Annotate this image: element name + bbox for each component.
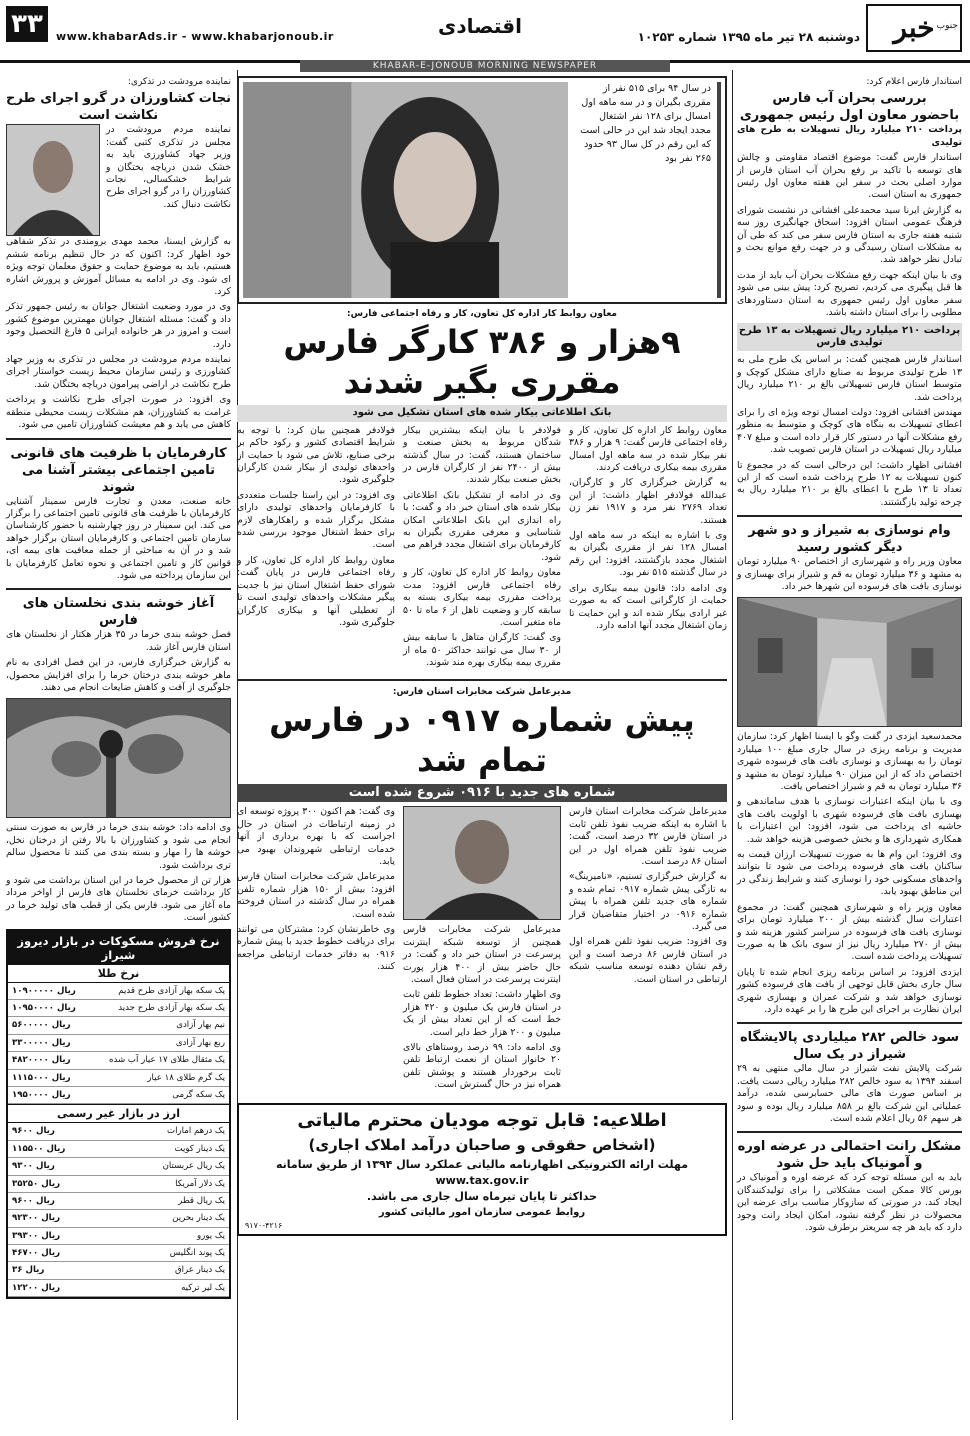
article-paragraph: وی ادامه داد: خوشه بندی خرما در فارس به صورت سنتی انجام می شود و کشاورزان با بالا رفتن از درختان نخل، خوشه ها را مهار و بسته بندی می کنند تا محصول سالم تری برداشت شود.: [6, 822, 231, 871]
article-paragraph: وی ادامه داد: قانون بیمه بیکاری برای حمایت از کارگرانی است که به صورت غیر ارادی بیکار شده اند و این حمایت تا زمان اشتغال مجدد آنها ادامه دارد.: [569, 582, 727, 631]
article-paragraph: مدیرعامل شرکت مخابرات فارس همچنین از توسعه شبکه اینترنت پرسرعت در استان خبر داد و گفت: در حال حاضر بیش از ۴۰۰ هزار پورت اینترنت پرسرعت در استان فعال است.: [403, 924, 562, 985]
websites[interactable]: www.khabarAds.ir - www.khabarjonoub.ir: [56, 30, 334, 43]
divider: [737, 515, 962, 517]
price-row: [8, 1245, 229, 1262]
article-headline: پیش شماره ۰۹۱۷ در فارس تمام شد: [269, 700, 695, 779]
article-title: نجات کشاورزان در گرو اجرای طرح نکاشت است: [6, 91, 231, 124]
gold-rows: [8, 983, 229, 1105]
article-title: آغاز خوشه بندی نخلستان های فارس: [22, 596, 215, 629]
article-paragraph: وی افزود: ضریب نفوذ تلفن همراه اول در استان فارس ۸۶ درصد است و این رقم نشان دهنده توسعه مناسب شبکه ارتباطی در استان است.: [569, 936, 728, 985]
article-paragraph: وی ادامه داد: ۹۹ درصد روستاهای بالای ۲۰ خانوار استان از نعمت ارتباط تلفن ثابت برخوردار هستند و پوشش تلفن همراه نیز در حال گسترش است.: [403, 1042, 562, 1091]
ad-subtitle: (اشخاص حقوقی و صاحبان درآمد املاک اجاری): [308, 1135, 656, 1154]
price-row: [8, 1228, 229, 1245]
price-row: [8, 1017, 229, 1034]
article-paragraph: نماینده مردم مرودشت در مجلس در تذکری کتبی گفت: وزیر جهاد کشاورزی باید به خشک شدن دریاچه بختگان و شرایط خشکسالی، نجات کشاورزان را در گرو اجرای طرح نکاشت دنبال کند.: [106, 124, 231, 210]
director-photo: [403, 806, 561, 920]
article-paragraph: مدیرعامل شرکت مخابرات استان فارس با اشاره به اینکه ضریب نفوذ تلفن ثابت در استان فارس ۳۲ درصد است، گفت: ضریب نفوذ تلفن همراه اول در این استان ۸۶ درصد است.: [569, 806, 727, 867]
price-row: [8, 1158, 229, 1175]
price-item-name: یک دلار آمریکا: [175, 1178, 225, 1189]
price-item-value: ۹۶۰۰ ریال: [12, 1195, 55, 1206]
masthead: [0, 0, 970, 63]
article-paragraph: وی خاطرنشان کرد: مشترکان می توانند برای دریافت خطوط جدید با پیش شماره ۰۹۱۶ به دفاتر خدمات ارتباطی مراجعه کنند.: [237, 924, 395, 973]
main-headline: ۹هزار و ۳۸۶ کارگر فارس مقرری بگیر شدند: [283, 323, 681, 402]
article-kicker: استاندار فارس اعلام کرد:: [866, 77, 962, 87]
price-item-value: ۱۲۲۰۰ ریال: [12, 1282, 61, 1293]
article-paragraph: معاون وزیر راه و شهرسازی همچنین گفت: در مجموع اعتبارات سال گذشته بیش از ۲۰۰ میلیارد تومان برای نوسازی بافت های فرسوده در سراسر کشور هزینه شد و بیش از ۲۷۰ میلیارد ریال نیز از سوی بانک ها به صورت تسهیلات پرداخت شده است.: [737, 901, 962, 963]
article-paragraph: وی اظهار داشت: تعداد خطوط تلفن ثابت در استان فارس یک میلیون و ۴۲۰ هزار خط است که از این تعداد بیش از یک میلیون و ۲۰۰ هزار خط دایر است.: [403, 989, 561, 1038]
price-item-value: ۱۰۹۵۰۰۰۰ ریال: [12, 1003, 76, 1014]
price-item-value: ۴۸۲۰۰۰۰ ریال: [12, 1055, 71, 1066]
alley-photo: [737, 597, 962, 727]
divider: [237, 679, 727, 681]
article-paragraph: وی در ادامه از تشکیل بانک اطلاعاتی بیکار شده های استان خبر داد و گفت: با راه اندازی این بانک اطلاعاتی امکان شناسایی و معرفی مقرری بگیران به کارفرمایان برای اشتغال مجدد فراهم می شود.: [403, 489, 561, 563]
price-item-name: یک دینار بحرین: [172, 1213, 225, 1224]
ad-code: ۹۱۷۰-۴۲۱۶: [245, 1220, 283, 1230]
article-paragraph: افشانی اظهار داشت: این درحالی است که در مجموع تا کنون تسهیلات به ۱۲ طرح پرداخت شده است که از این تعداد تا ۱۳ طرح با اعطای بالغ بر ۲۱۰ میلیارد ریال به چرخه تولید بازگشتند.: [737, 459, 963, 508]
photo-caption: در سال ۹۴ برای ۵۱۵ نفر از مقرری بگیران و در سه ماهه اول امسال برای ۱۲۸ نفر اشتغال مجدد ایجاد شد این در حالی است که این رقم در کل سال ۹۳ حدود ۲۶۵ نفر بود: [576, 82, 721, 298]
section-title: اقتصادی: [438, 14, 522, 38]
article-paragraph: معاون روابط کار اداره کل تعاون، کار و رفاه اجتماعی فارس افزود: مدت پرداخت مقرری بیمه بیکاری بسته به سابقه کار و وضعیت تاهل از ۶ ماه تا ۵۰ ماه متغیر است.: [403, 567, 561, 628]
left-column: [6, 76, 231, 1299]
article-kicker: نماینده مرودشت در تذکری:: [127, 77, 231, 87]
article-paragraph: وی افزود: این وام ها به صورت تسهیلات ارزان قیمت به ساکنان بافت های فرسوده پرداخت می شود تا بتوانند واحدهای مسکونی خود را نوسازی کنند و شرایط زندگی در این مناطق بهبود یابد.: [737, 849, 962, 898]
price-item-name: یک گرم طلای ۱۸ عیار: [147, 1072, 225, 1083]
article-subheadline: شماره های جدید با ۰۹۱۶ شروع شده است: [237, 784, 727, 802]
logo-tag: جنوب: [936, 21, 958, 31]
price-item-value: ۱۱۵۵۰۰ ریال: [12, 1143, 66, 1154]
price-item-name: یک مثقال طلای ۱۷ عیار آب شده: [108, 1055, 225, 1066]
main-subheadline: بانک اطلاعاتی بیکار شده های استان تشکیل می شود: [237, 405, 727, 421]
price-item-name: نیم بهار آزادی: [176, 1020, 225, 1031]
article-paragraph: وی گفت: کارگران متاهل با سابقه بیش از ۳۰ سال می توانند حداکثر ۵۰ ماه از مقرری بیمه بیکاری بهره مند شوند.: [403, 632, 562, 669]
price-item-name: یک درهم امارات: [166, 1126, 225, 1137]
price-item-name: یک دینار کویت: [174, 1143, 225, 1154]
article-paragraph: معاون روابط کار اداره کل تعاون، کار و رفاه اجتماعی فارس گفت: ۹ هزار و ۳۸۶ نفر بیکار شده در سه ماهه اول امسال مقرری بیمه بیکاری دریافت کردند.: [569, 424, 727, 474]
article-paragraph: به گزارش خبرگزاری فارس، در این فصل افرادی به نام ماهر خوشه بندی درختان خرما را برای افزایش محصول، جلوگیری از آفت و کاهش ضایعات انجام می دهند.: [6, 657, 231, 693]
article-paragraph: معاون روابط کار اداره کل تعاون، کار و رفاه اجتماعی فارس در پایان گفت: شورای حفظ اشتغال استان نیز با جدیت پیگیر مشکلات واحدهای تولیدی است تا از تعطیلی آنها و بیکاری کارگران جلوگیری شود.: [237, 554, 395, 628]
article-paragraph: وی با اشاره به اینکه در سه ماهه اول امسال ۱۲۸ نفر از مقرری بگیران به اشتغال مجدد بازگشتند، افزود: این رقم در سال گذشته ۵۱۵ نفر بود.: [569, 530, 727, 579]
article-paragraph: وی با بیان اینکه جهت رفع مشکلات بحران آب باید از مدت ها قبل پیگیری می کردیم، تصریح کرد: پیش بینی می شود سفر معاون اول رئیس جمهوری به استان دستاوردهای مطلوبی را برای استان داشته باشد.: [737, 269, 962, 319]
price-item-name: یک سکه بهار آزادی طرح جدید: [118, 1003, 225, 1014]
article-paragraph: به گزارش خبرگزاری تسنیم، «نامیرینگ» به تازگی پیش شماره ۰۹۱۷ تمام شده و شماره های جدید تلفن همراه با پیش شماره ۰۹۱۶ در اختیار متقاضیان قرار می گیرد.: [569, 871, 727, 932]
article-paragraph: خانه صنعت، معدن و تجارت فارس سمینار آشنایی کارفرمایان با ظرفیت های قانونی تامین اجتماعی را برگزار می کند. این سمینار در روز چهارشنبه با حضور کارشناسان سازمان تامین اجتماعی و کارفرمایان استان برگزار خواهد شد و در آن به مباحثی از جمله معافیت های بیمه ای، قوانین کار و تامین اجتماعی و نحوه تعامل کارفرمایان با این سازمان پرداخته می شود.: [6, 495, 231, 581]
article-title: وام نوسازی به شیراز و دو شهر دیگر کشور رسید: [748, 523, 951, 556]
price-table: [6, 929, 231, 1300]
lawmaker-block: [6, 124, 231, 236]
article-paragraph: وی گفت: هم اکنون ۳۰۰ پروژه توسعه ای در زمینه ارتباطات در استان در حال اجراست که با بهره برداری از آنها خدمات ارتباطی شهروندان بهبود می یابد.: [237, 806, 395, 867]
divider: [737, 1131, 962, 1133]
price-item-name: یک دینار عراق: [174, 1265, 225, 1276]
article-subhead: پرداخت ۲۱۰ میلیارد ریال تسهیلات به ۱۳ طرح تولیدی فارس: [737, 323, 962, 352]
article-title: سود خالص ۲۸۲ میلیاردی پالایشگاه شیراز در یک سال: [740, 1030, 959, 1063]
price-item-name: ربع بهار آزادی: [175, 1037, 225, 1048]
price-item-value: ۵۶۰۰۰۰۰ ریال: [12, 1020, 71, 1031]
newspaper-logo: [866, 4, 962, 52]
palm-photo: [6, 698, 231, 818]
price-item-value: ۴۶۷۰۰ ریال: [12, 1248, 61, 1259]
price-row: [8, 1176, 229, 1193]
ad-deadline-end: حداکثر تا پایان تیرماه سال جاری می باشد.: [366, 1189, 598, 1203]
ad-signature: روابط عمومی سازمان امور مالیاتی کشور: [378, 1206, 586, 1218]
article-paragraph: به گزارش ایسنا، محمد مهدی برومندی در تذکر شفاهی خود اظهار کرد: اکنون که در حال تنظیم برنامه ششم هستیم، باید به موضوع حمایت و حقوق معلمان توجه ویژه ای شود. وی در ادامه به مسائل آموزش و پرورش اشاره کرد.: [6, 236, 231, 298]
price-item-value: ۱۹۵۰۰۰۰ ریال: [12, 1089, 71, 1100]
fx-rows: [8, 1123, 229, 1297]
official-photo: [243, 82, 568, 298]
price-row: [8, 983, 229, 1000]
price-item-name: یک سکه گرمی: [172, 1089, 225, 1100]
main-article-body: [237, 425, 727, 673]
right-column: [737, 76, 962, 1237]
article-paragraph: استاندار فارس همچنین گفت: بر اساس یک طرح ملی به ۱۳ طرح تولیدی مربوط به صنایع دارای مشکل کوچک و متوسط استان فارس تسهیلاتی بالغ بر ۲۱۰ میلیارد ریال پرداخت شد.: [737, 354, 962, 403]
divider: [6, 588, 231, 590]
article-paragraph: وی در مورد وضعیت اشتغال جوانان به رئیس جمهور تذکر داد و گفت: مسئله اشتغال جوانان مهمترین موضوع کشور است و امروز در هر خانواده ایرانی ۵ فارغ التحصیل وجود دارد.: [6, 301, 232, 350]
article-paragraph: فولادفر همچنین بیان کرد: با توجه به شرایط اقتصادی کشور و رکود حاکم بر برخی صنایع، تلاش می شود با حمایت از واحدهای تولیدی از بیکار شدن کارگران جلوگیری شود.: [237, 424, 395, 486]
article-title: باحضور معاون اول رئیس جمهوری: [739, 108, 960, 124]
article-paragraph: محمدسعید ایزدی در گفت وگو با ایسنا اظهار کرد: سازمان مدیریت و برنامه ریزی در سال جاری مبلغ ۱۰۰ میلیارد تومان را به بهسازی و نوسازی بافت های فرسوده شهری اختصاص داد که از این میزان ۹۰ میلیارد تومان به مشهد و ۳۶ میلیارد تومان به قم و شیراز اختصاص یافت.: [737, 731, 963, 793]
article-lead: پرداخت ۲۱۰ میلیارد ریال تسهیلات به طرح های تولیدی: [737, 124, 962, 148]
article-paragraph: هزار تن از محصول خرما در این استان برداشت می شود و کار برداشت خرمای نخلستان های فارس از اواخر مرداد ماه آغاز می شود. فارس یکی از قطب های تولید خرما در کشور است.: [6, 875, 231, 924]
logo-text: خبر: [893, 11, 935, 44]
price-item-value: ۳۵۲۵۰ ریال: [12, 1178, 61, 1189]
price-row: [8, 1193, 229, 1210]
article-paragraph: فولادفر با بیان اینکه بیشترین بیکار شدگان مربوط به بخش صنعت و ساختمان هستند، گفت: در سال گذشته بیش از ۲۴۰۰ نفر از کارگران فارس در بخش صنعت بیکار شدند.: [403, 424, 561, 486]
price-row: [8, 1070, 229, 1087]
fx-section-title: ارز در بازار غیر رسمی: [8, 1104, 229, 1123]
price-item-value: ۳۶ ریال: [12, 1265, 45, 1276]
price-item-value: ۳۳۰۰۰۰۰ ریال: [12, 1037, 71, 1048]
price-item-name: یک یورو: [197, 1230, 225, 1241]
article-paragraph: معاون وزیر راه و شهرسازی از اختصاص ۹۰ میلیارد تومان به مشهد و ۳۶ میلیارد تومان به قم و شیراز برای بهسازی و نوسازی بافت های فرسوده این شهرها خبر داد.: [737, 556, 962, 592]
article-paragraph: به گزارش خبرگزاری کار و کارگران، عبدالله فولادفر اظهار داشت: از این تعداد ۲۷۶۹ نفر مرد و ۱۹۱۷ نفر زن هستند.: [569, 477, 727, 526]
article-title: مشکل رانت احتمالی در عرضه اوره و آمونیاک باید حل شود: [737, 1139, 962, 1172]
lawmaker-photo: [6, 124, 100, 236]
price-row: [8, 1262, 229, 1279]
article-kicker: مدیرعامل شرکت مخابرات استان فارس:: [392, 686, 572, 697]
price-item-name: یک سکه بهار آزادی طرح قدیم: [118, 985, 225, 996]
ad-headline: اطلاعیه: قابل توجه مودیان محترم مالیاتی: [297, 1109, 667, 1131]
price-row: [8, 1000, 229, 1017]
article-paragraph: استاندار فارس گفت: موضوع اقتصاد مقاومتی و چالش های توسعه با تاکید بر رفع بحران آب استان فارس از موارد اصلی بحث در سفر این هفته معاون اول رئیس جمهوری به استان است.: [737, 152, 962, 201]
article-paragraph: شرکت پالایش نفت شیراز در سال مالی منتهی به ۲۹ اسفند ۱۳۹۴ به سود خالص ۲۸۲ میلیارد ریالی دست یافت. بر اساس صورت های مالی حسابرسی شده، درآمد عملیاتی این شرکت بالغ بر ۸۵۸ میلیارد ریال بوده و سود هر سهم ۵۶ ریال اعلام شده است.: [737, 1063, 962, 1124]
article-paragraph: فصل خوشه بندی خرما در ۳۵ هزار هکتار از نخلستان های استان فارس آغاز شد.: [6, 629, 232, 653]
price-row: [8, 1280, 229, 1297]
price-item-name: یک ریال قطر: [178, 1195, 225, 1206]
price-row: [8, 1087, 229, 1104]
price-row: [8, 1035, 229, 1052]
article-paragraph: مدیرعامل شرکت مخابرات استان فارس افزود: بیش از ۱۵۰ هزار شماره تلفن همراه در سال گذشته در استان فروخته شده است.: [237, 871, 395, 920]
issue-line: دوشنبه ۲۸ تیر ماه ۱۳۹۵ شماره ۱۰۲۵۳: [637, 30, 860, 44]
price-item-value: ۹۶۰۰ ریال: [12, 1126, 55, 1137]
price-row: [8, 1052, 229, 1069]
page-number: ۳۳: [6, 6, 48, 42]
article-paragraph: باید به این مسئله توجه کرد که عرضه اوره و آمونیاک در بورس کالا ممکن است مشکلاتی را برای تولیدکنندگان ایجاد کند. در صورتی که سازوکار مناسب برای عرضه این محصولات در نظر گرفته نشود، امکان ایجاد رانت وجود دارد که باید هر چه سریعتر برطرف شود.: [737, 1172, 962, 1233]
price-item-name: یک پوند انگلیس: [169, 1248, 225, 1259]
article-paragraph: به گزارش ایرنا سید محمدعلی افشانی در نشست شورای فرهنگ عمومی استان افزود: اسحاق جهانگیری روز سه شنبه هفته جاری به استان فارس سفر می کند که طی آن به مشکلات استان رسیدگی و در جهت رفع موانع بحث و تبادل نظر خواهد شد.: [737, 204, 962, 266]
price-item-value: ۱۱۱۵۰۰۰ ریال: [12, 1072, 71, 1083]
middle-column: [237, 76, 727, 1236]
price-row: [8, 1123, 229, 1140]
telecom-article-body: [237, 806, 727, 1094]
price-item-name: یک لیر ترکیه: [181, 1282, 225, 1293]
price-table-title: نرخ فروش مسکوکات در بازار دیروز شیراز: [8, 931, 229, 965]
price-item-name: یک ریال عربستان: [162, 1161, 225, 1172]
english-name: KHABAR-E-JONOUB MORNING NEWSPAPER: [300, 60, 670, 72]
divider: [6, 438, 231, 440]
gold-section-title: نرخ طلا: [8, 965, 229, 983]
price-item-value: ۳۹۳۰۰ ریال: [12, 1230, 61, 1241]
ad-deadline: مهلت ارائه الکترونیکی اظهارنامه مالیاتی عملکرد سال ۱۳۹۴ از طریق سامانه www.tax.gov.ir: [276, 1157, 688, 1187]
price-item-value: ۹۳۰۰ ریال: [12, 1161, 55, 1172]
article-paragraph: وی افزود: در صورت اجرای طرح نکاشت و پرداخت غرامت به کشاورزان، هم مشکلات زیست محیطی منطقه کاهش می یابد و هم معیشت کشاورزان تامین می شود.: [6, 394, 231, 431]
feature-box: [237, 76, 727, 304]
tax-advertisement: [237, 1103, 727, 1236]
divider: [737, 1022, 962, 1024]
article-paragraph: نماینده مردم مرودشت در مجلس در تذکری به وزیر جهاد کشاورزی و رئیس سازمان محیط زیست خواستار اجرای طرح نکاشت در اراضی پیرامون دریاچه بختگان شد.: [6, 354, 231, 390]
article-title: بررسی بحران آب فارس: [772, 91, 927, 107]
article-title: کارفرمایان با ظرفیت های قانونی تامین اجتماعی بیشتر آشنا می شوند: [10, 445, 227, 495]
article-paragraph: وی افزود: در این راستا جلسات متعددی با کارفرمایان واحدهای تولیدی دارای مشکل برگزار شده و راهکارهای لازم برای حفظ اشتغال موجود بررسی شده است.: [237, 489, 395, 551]
article-kicker: معاون روابط کار اداره کل تعاون، کار و رفاه اجتماعی فارس:: [347, 309, 617, 319]
price-row: [8, 1141, 229, 1158]
price-item-value: ۹۲۳۰۰ ریال: [12, 1213, 61, 1224]
article-paragraph: ایزدی افزود: بر اساس برنامه ریزی انجام شده تا پایان سال جاری بخش قابل توجهی از بافت های فرسوده کشور نوسازی خواهد شد و شرکت عمران و بهسازی شهری ایران نظارت بر اجرای این طرح ها را بر عهده دارد.: [737, 966, 962, 1015]
price-row: [8, 1210, 229, 1227]
article-paragraph: مهندس افشانی افزود: دولت امسال توجه ویژه ای را برای اعطای تسهیلات به بنگاه های کوچک و متوسط به منظور رفع مشکلات آنها در دستور کار قرار داده است و مبلغ ۴۰۷ میلیارد ریال تسهیلات در استان فارس تصویب شد.: [737, 406, 962, 456]
price-item-value: ۱۰۹۰۰۰۰۰ ریال: [12, 985, 76, 996]
article-paragraph: وی با بیان اینکه اعتبارات نوسازی با هدف ساماندهی و بهسازی بافت های فرسوده شهری با اولویت بافت های حاشیه ای پرداخت می شود، افزود: این اعتبارات با همکاری شهرداری ها و بخش خصوصی هزینه خواهد شد.: [737, 796, 962, 845]
column-rule: [732, 70, 733, 1420]
